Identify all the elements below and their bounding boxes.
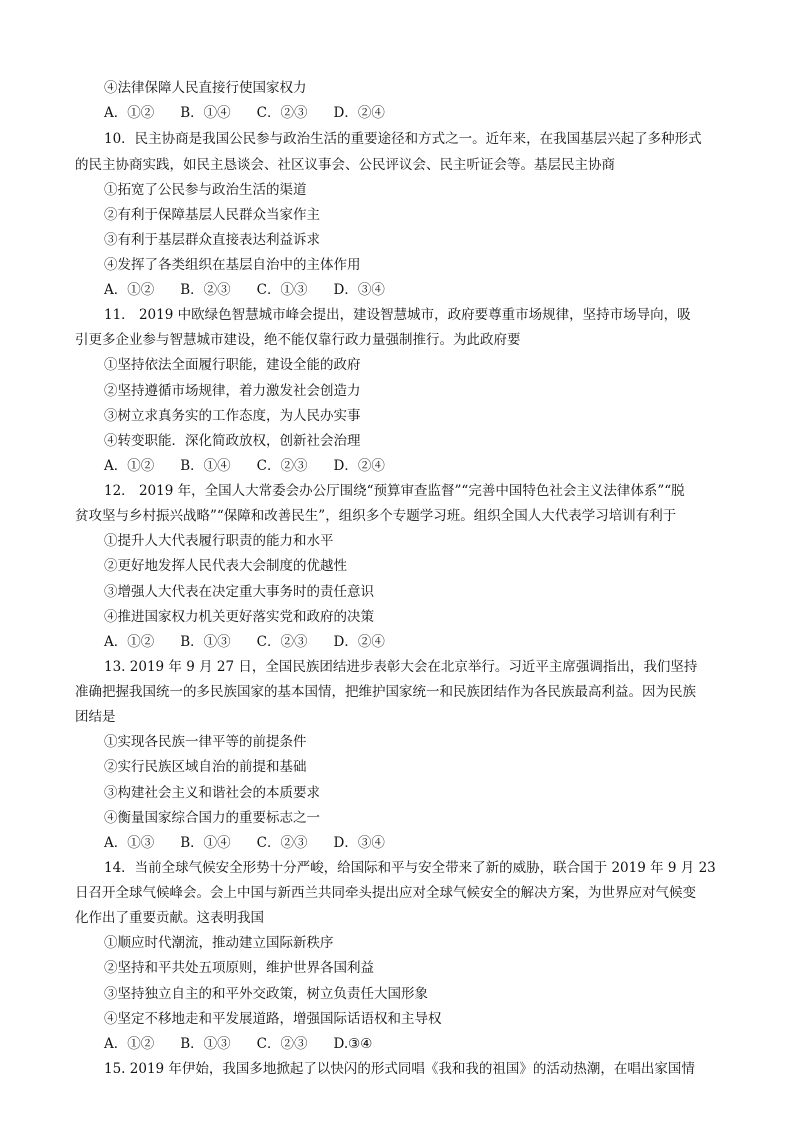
option-b: B．①③: [180, 634, 231, 650]
option-a: A．①②: [104, 1036, 155, 1052]
question-11-stem: 11． 2019 中欧绿色智慧城市峰会提出，建设智慧城市，政府要尊重市场规律，坚持市场导向，吸: [104, 307, 691, 323]
option-d: D．②④: [333, 634, 385, 650]
question-14-item-3: ③坚持独立自主的和平外交政策，树立负责任大国形象: [104, 986, 428, 1002]
option-c: C．②③: [256, 835, 308, 851]
option-b: B．①④: [180, 105, 231, 121]
option-b: B．①③: [180, 1036, 231, 1052]
option-c: C．②③: [256, 1036, 308, 1052]
option-a: A．①②: [104, 634, 155, 650]
question-14-item-2: ②坚持和平共处五项原则，维护世界各国利益: [104, 960, 374, 976]
question-10-stem-cont: 的民主协商实践，如民主恳谈会、社区议事会、公民评议会、民主听证会等。基层民主协商: [75, 157, 615, 173]
option-a: A．①②: [104, 282, 155, 298]
option-d: D．③④: [333, 282, 385, 298]
question-11-item-2: ②坚持遵循市场规律，着力激发社会创造力: [104, 383, 361, 399]
option-c: C．②③: [256, 458, 308, 474]
question-10-item-4: ④发挥了各类组织在基层自治中的主体作用: [104, 257, 361, 273]
question-13-stem-cont-2: 团结是: [75, 709, 116, 725]
question-13-item-4: ④衡量国家综合国力的重要标志之一: [104, 810, 320, 826]
question-12-stem-cont: 贫攻坚与乡村振兴战略”“保障和改善民生”，组织多个专题学习班。组织全国人大代表学习培训有利于: [75, 508, 677, 524]
question-12-options: [0, 633, 794, 651]
question-15-stem: 15. 2019 年伊始，我国多地掀起了以快闪的形式同唱《我和我的祖国》的活动热潮，在唱出家国情: [104, 1061, 695, 1077]
question-11-item-1: ①坚持依法全面履行职能，建设全能的政府: [104, 357, 361, 373]
question-13-item-3: ③构建社会主义和谐社会的本质要求: [104, 785, 320, 801]
question-13-stem-cont: 准确把握我国统一的多民族国家的基本国情，把维护国家统一和民族团结作为各民族最高利益。因为民族: [75, 684, 696, 700]
question-12-item-2: ②更好地发挥人民代表大会制度的优越性: [104, 558, 347, 574]
question-13-options: [0, 834, 794, 852]
question-10-options: [0, 281, 794, 299]
question-11-stem-cont: 引更多企业参与智慧城市建设，绝不能仅靠行政力量强制推行。为此政府要: [75, 332, 521, 348]
question-10-item-3: ③有利于基层群众直接表达利益诉求: [104, 232, 320, 248]
option-b: B．①④: [180, 458, 231, 474]
option-a: A．①②: [104, 458, 155, 474]
question-10-stem: 10．民主协商是我国公民参与政治生活的重要途径和方式之一。近年来，在我国基层兴起了多种形式: [104, 131, 702, 147]
option-d: D.③④: [333, 1036, 373, 1052]
question-11-item-3: ③树立求真务实的工作态度，为人民办实事: [104, 408, 361, 424]
question-13-item-2: ②实行民族区域自治的前提和基础: [104, 759, 307, 775]
option-b: B．①④: [180, 835, 231, 851]
answer-item-4: ④法律保障人民直接行使国家权力: [104, 80, 307, 96]
question-14-item-4: ④坚定不移地走和平发展道路，增强国际话语权和主导权: [104, 1011, 442, 1027]
option-d: D．②④: [333, 105, 385, 121]
question-14-stem-cont: 日召开全球气候峰会。会上中国与新西兰共同牵头提出应对全球气候安全的解决方案，为世界应对气候变: [75, 885, 696, 901]
question-10-item-2: ②有利于保障基层人民群众当家作主: [104, 207, 320, 223]
option-a: A．①③: [104, 835, 155, 851]
question-11-options: [0, 457, 794, 475]
question-12-stem: 12． 2019 年，全国人大常委会办公厅围绕“预算审查监督”“完善中国特色社会主义法律体系”“脱: [104, 483, 685, 499]
question-14-stem: 14．当前全球气候安全形势十分严峻，给国际和平与安全带来了新的威胁，联合国于 2019 年 9 月 23: [104, 860, 716, 876]
option-b: B．②③: [180, 282, 231, 298]
option-d: D．②④: [333, 458, 385, 474]
question-14-options: [0, 1035, 794, 1053]
question-12-item-3: ③增强人大代表在决定重大事务时的责任意识: [104, 584, 374, 600]
question-11-item-4: ④转变职能．深化简政放权，创新社会治理: [104, 433, 361, 449]
question-14-stem-cont-2: 化作出了重要贡献。这表明我国: [75, 910, 264, 926]
option-c: C．①③: [256, 282, 308, 298]
option-d: D．③④: [333, 835, 385, 851]
answer-options: [0, 104, 794, 122]
question-10-item-1: ①拓宽了公民参与政治生活的渠道: [104, 182, 307, 198]
question-12-item-1: ①提升人大代表履行职责的能力和水平: [104, 533, 334, 549]
option-a: A．①②: [104, 105, 155, 121]
option-c: C．②③: [256, 105, 308, 121]
question-14-item-1: ①顺应时代潮流，推动建立国际新秩序: [104, 935, 334, 951]
question-13-item-1: ①实现各民族一律平等的前提条件: [104, 734, 307, 750]
question-12-item-4: ④推进国家权力机关更好落实党和政府的决策: [104, 609, 374, 625]
option-c: C．②③: [256, 634, 308, 650]
question-13-stem: 13. 2019 年 9 月 27 日，全国民族团结进步表彰大会在北京举行。习近平主席强调指出，我们坚持: [104, 659, 698, 675]
